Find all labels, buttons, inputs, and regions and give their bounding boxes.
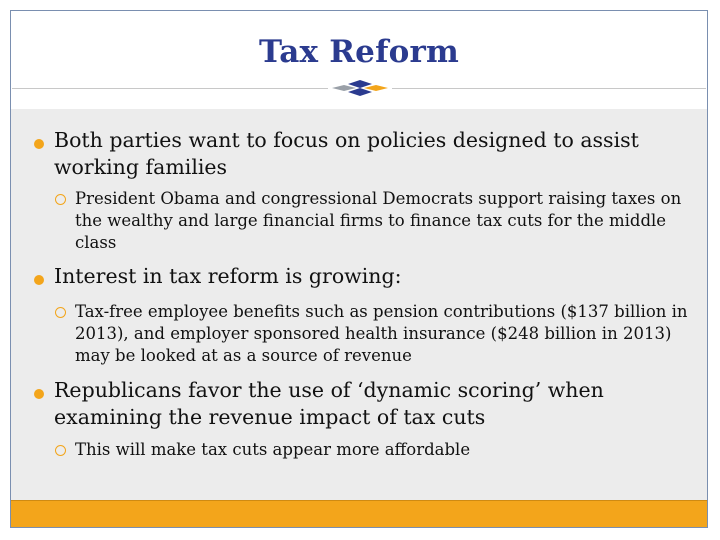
sub-bullet-ring-icon [55, 445, 66, 456]
sub-bullet-2-1-text: Tax-free employee benefits such as pension contributions ($137 billion in 2013), and employer sponsored health insurance ($248 billion in 2013) may be looked at as a source of revenue [75, 302, 688, 365]
sub-bullet-3-1-text: This will make tax cuts appear more affordable [75, 440, 471, 459]
bullet-3-text: Republicans favor the use of ‘dynamic scoring’ when examining the revenue impact of tax cuts [54, 378, 604, 429]
bullet-dot-icon [34, 139, 44, 149]
title-rule-right [392, 88, 706, 89]
title-ornament-icon [330, 78, 390, 98]
sub-bullet-1-1-text: President Obama and congressional Democrats support raising taxes on the wealthy and large financial firms to finance tax cuts for the middle class [75, 189, 682, 252]
title-rule-left [12, 88, 328, 89]
bullet-dot-icon [34, 389, 44, 399]
slide-title: Tax Reform [258, 34, 460, 70]
sub-bullet-ring-icon [55, 307, 66, 318]
footer-bar [11, 500, 707, 527]
sub-bullet-ring-icon [55, 194, 66, 205]
bullet-2-text: Interest in tax reform is growing: [54, 264, 402, 288]
bullet-dot-icon [34, 275, 44, 285]
bullet-1-text: Both parties want to focus on policies designed to assist working families [54, 128, 639, 179]
